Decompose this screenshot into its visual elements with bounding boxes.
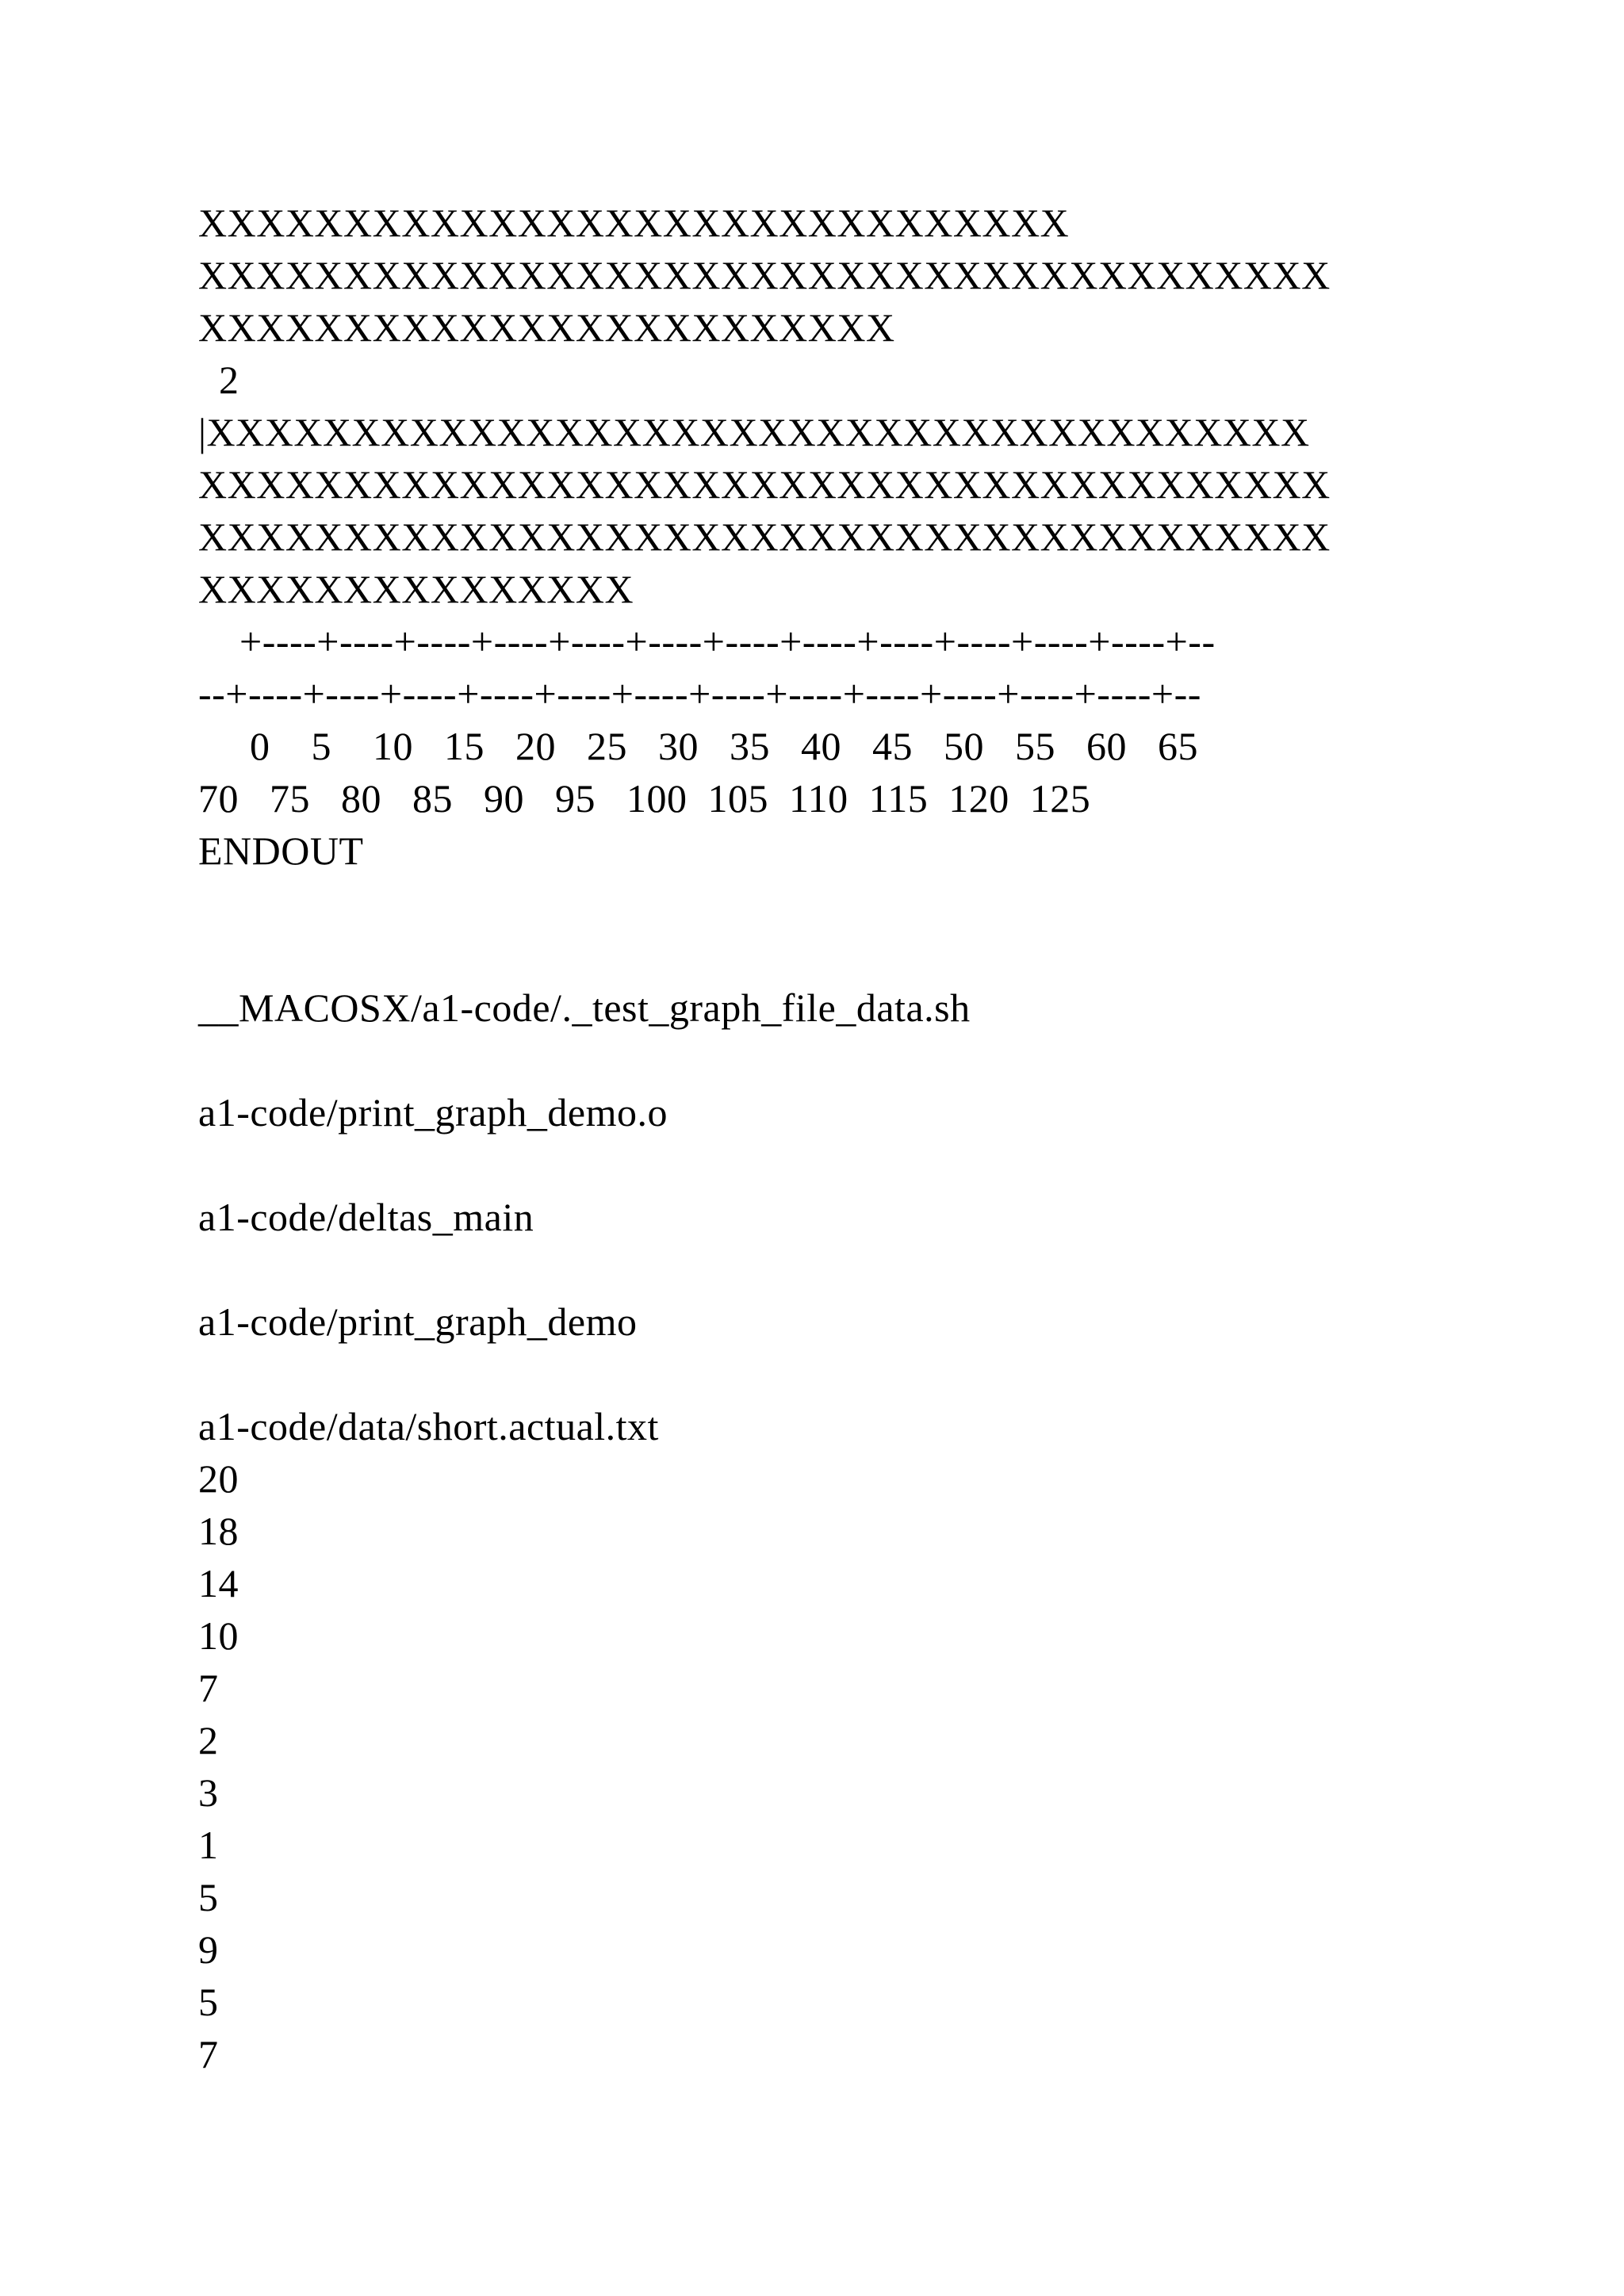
graph-line: XXXXXXXXXXXXXXX <box>198 567 634 611</box>
value-item: 9 <box>198 1927 219 1972</box>
value-item: 10 <box>198 1613 239 1658</box>
graph-line: XXXXXXXXXXXXXXXXXXXXXXXXXXXXXXXXXXXXXXX <box>198 462 1331 507</box>
graph-line: XXXXXXXXXXXXXXXXXXXXXXXXXXXXXXXXXXXXXXX <box>198 515 1331 559</box>
value-item: 5 <box>198 1875 219 1919</box>
graph-line: XXXXXXXXXXXXXXXXXXXXXXXX <box>198 305 895 350</box>
graph-tick-labels: 0 5 10 15 20 25 30 35 40 45 50 55 60 65 <box>198 724 1198 768</box>
graph-axis-line: --+----+----+----+----+----+----+----+----+----+----+----+----+-- <box>198 672 1201 716</box>
value-item: 7 <box>198 2032 219 2076</box>
file-path: __MACOSX/a1-code/._test_graph_file_data.sh <box>198 985 971 1030</box>
value-item: 18 <box>198 1509 239 1553</box>
file-path: a1-code/print_graph_demo <box>198 1299 638 1344</box>
value-item: 7 <box>198 1666 219 1710</box>
value-item: 14 <box>198 1561 239 1605</box>
file-path: a1-code/print_graph_demo.o <box>198 1090 668 1135</box>
file-path: a1-code/data/short.actual.txt <box>198 1404 659 1448</box>
value-item: 2 <box>198 1718 219 1762</box>
file-path: a1-code/deltas_main <box>198 1195 534 1239</box>
value-item: 5 <box>198 1980 219 2024</box>
value-list <box>198 1452 1435 2080</box>
graph-line: 2 <box>198 358 239 402</box>
graph-line: |XXXXXXXXXXXXXXXXXXXXXXXXXXXXXXXXXXXXXX <box>198 410 1310 454</box>
value-item: 1 <box>198 1823 219 1867</box>
value-item: 20 <box>198 1456 239 1501</box>
document-page <box>198 197 1435 2080</box>
graph-line: XXXXXXXXXXXXXXXXXXXXXXXXXXXXXXXXXXXXXXX <box>198 253 1331 297</box>
graph-line: XXXXXXXXXXXXXXXXXXXXXXXXXXXXXX <box>198 201 1070 245</box>
graph-axis-line: +----+----+----+----+----+----+----+----+----+----+----+----+-- <box>198 619 1216 664</box>
value-item: 3 <box>198 1770 219 1815</box>
end-marker: ENDOUT <box>198 828 364 873</box>
graph-tick-labels: 70 75 80 85 90 95 100 105 110 115 120 125 <box>198 776 1091 821</box>
